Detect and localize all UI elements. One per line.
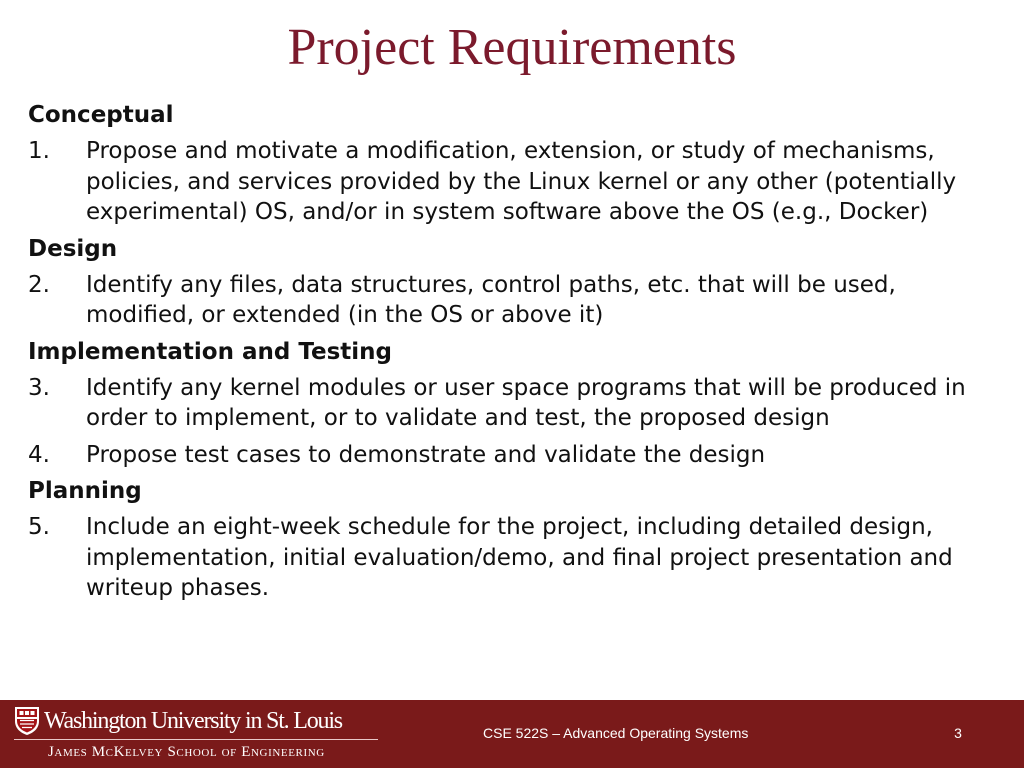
logo-school-name: James McKelvey School of Engineering xyxy=(48,744,325,760)
item-number: 4. xyxy=(28,441,50,468)
list-item xyxy=(28,512,998,604)
list-item xyxy=(28,136,998,228)
item-text: Identify any kernel modules or user space programs that will be produced in order to implement, or to validate and test, the proposed design xyxy=(86,374,966,431)
item-number: 5. xyxy=(28,514,50,540)
course-label: CSE 522S – Advanced Operating Systems xyxy=(483,725,749,741)
item-number: 1. xyxy=(28,138,50,164)
list-item xyxy=(28,270,998,331)
list-item xyxy=(28,373,998,434)
logo-university-name: Washington University in St. Louis xyxy=(44,708,342,734)
item-number: 3. xyxy=(28,374,50,401)
slide-title: Project Requirements xyxy=(287,19,737,76)
section-heading-implementation: Implementation and Testing xyxy=(28,338,392,365)
item-text: Include an eight-week schedule for the project, including detailed design, implementation, initial evaluation/demo, and final project presentation and writeup phases. xyxy=(86,514,953,601)
item-text: Propose and motivate a modification, extension, or study of mechanisms, policies, and services provided by the Linux kernel or any other (potentially experimental) OS, and/or in system software above the OS (e.g., Docker) xyxy=(86,138,957,225)
section-heading-design: Design xyxy=(28,235,118,262)
item-text: Identify any files, data structures, control paths, etc. that will be used, modified, or extended (in the OS or above it) xyxy=(86,271,896,328)
item-text: Propose test cases to demonstrate and validate the design xyxy=(86,441,766,468)
section-heading-conceptual: Conceptual xyxy=(28,102,174,128)
requirements-list xyxy=(28,100,998,610)
list-item xyxy=(28,440,998,471)
logo-divider xyxy=(14,739,378,740)
university-shield-icon xyxy=(14,706,40,736)
item-number: 2. xyxy=(28,271,50,298)
page-number: 3 xyxy=(954,725,962,741)
slide-footer xyxy=(0,700,1024,768)
university-logo xyxy=(14,706,384,764)
section-heading-planning: Planning xyxy=(28,478,142,504)
